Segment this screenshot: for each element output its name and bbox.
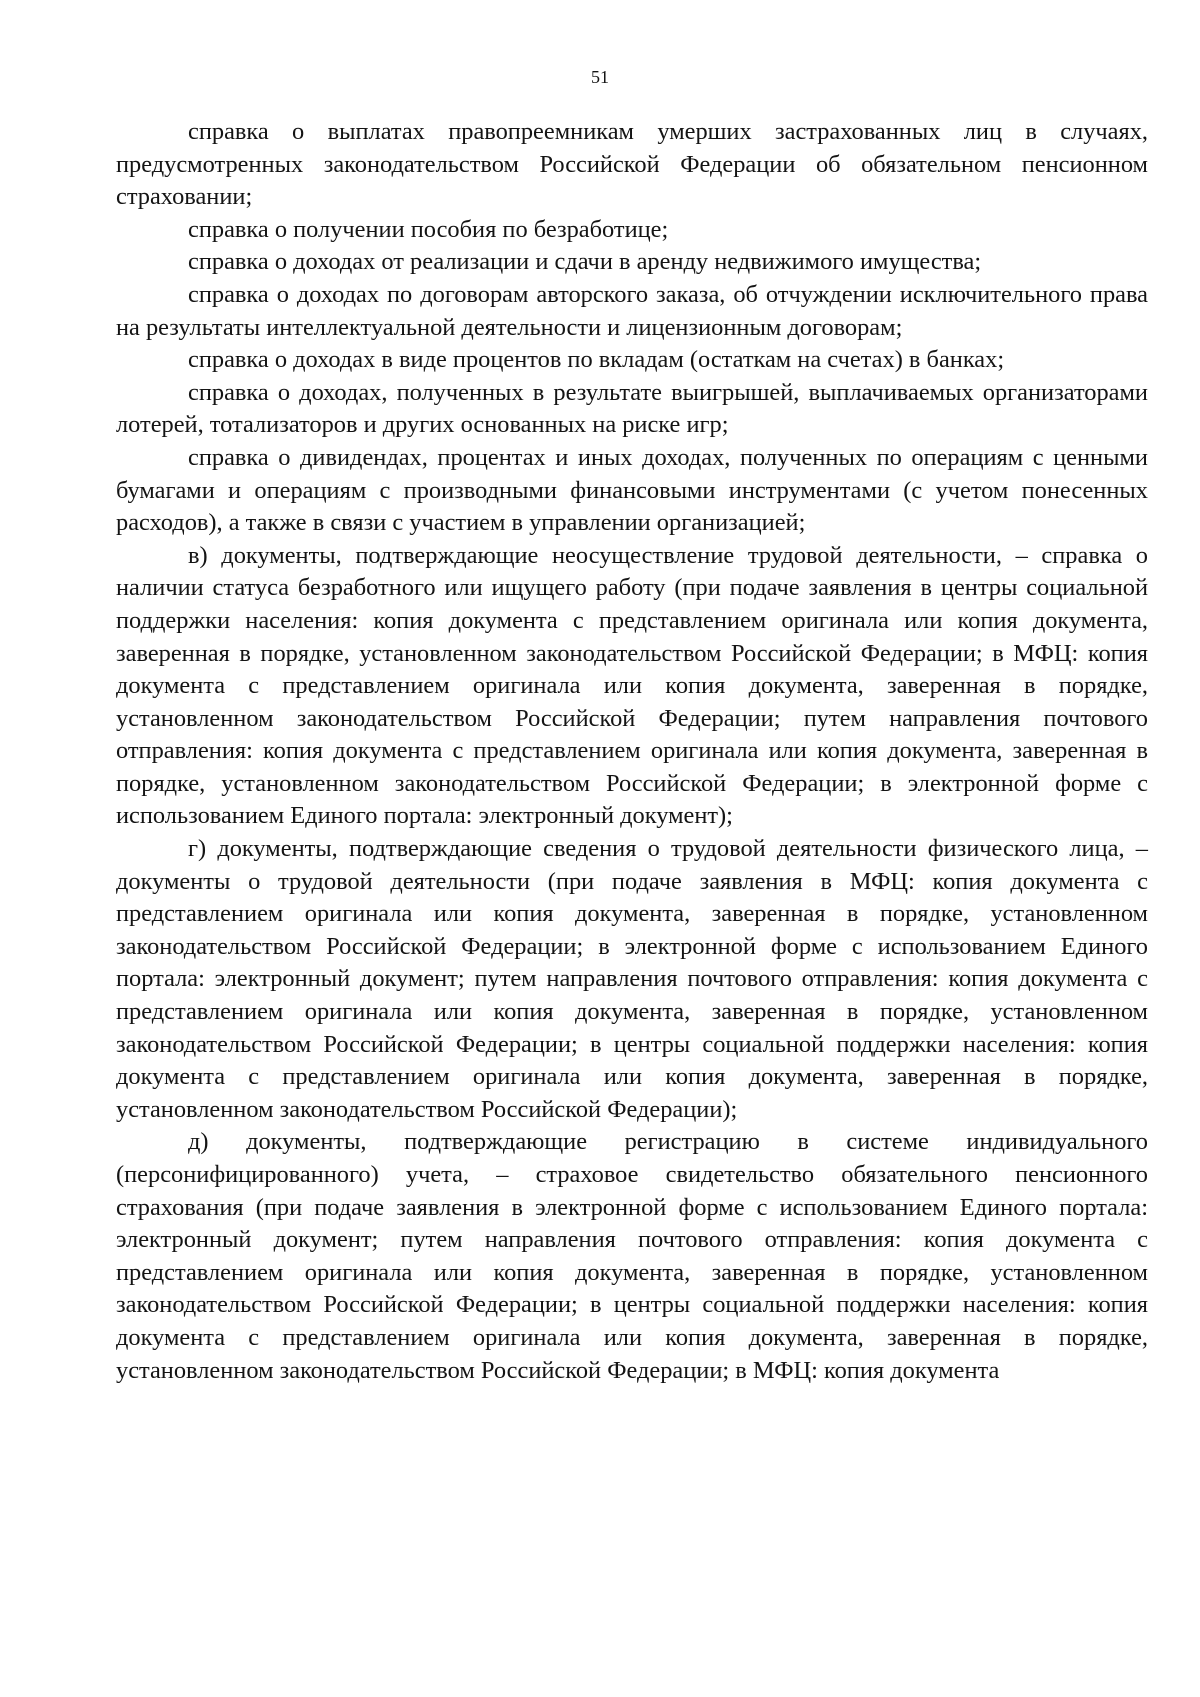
- page-number: 51: [591, 67, 609, 87]
- paragraph-unemployment-benefit: справка о получении пособия по безработице;: [188, 215, 669, 243]
- paragraph-property-income: справка о доходах от реализации и сдачи в аренду недвижимого имущества;: [188, 248, 982, 276]
- paragraph-item-g-labor-activity: г) документы, подтверждающие сведения о трудовой деятельности физического лица, – документы о трудовой деятельности (при подаче заявления в МФЦ: копия документа с представлением оригинала или копия документа, заверенная в порядке, установленном законодательством Российской Федерации; в электронной форме с использованием Единого портала: электронный документ; путем направления почтового отправления: копия документа с представлением оригинала или копия документа, заверенная в порядке, установленном законодательством Российской Федерации; в центры социальной поддержки населения: копия документа с представлением оригинала или копия документа, заверенная в порядке, установленном законодательством Российской Федерации);: [116, 835, 1148, 1123]
- paragraph-deposit-interest: справка о доходах в виде процентов по вкладам (остаткам на счетах) в банках;: [188, 346, 1005, 374]
- paragraph-lottery-winnings: справка о доходах, полученных в результате выигрышей, выплачиваемых организаторами лотерей, тотализаторов и других основанных на риске игр;: [116, 378, 1148, 439]
- paragraph-item-d-personal-account: д) документы, подтверждающие регистрацию в системе индивидуального (персонифицированного) учета, – страховое свидетельство обязательного пенсионного страхования (при подаче заявления в электронной форме с использованием Единого портала: электронный документ; путем направления почтового отправления: копия документа с представлением оригинала или копия документа, заверенная в порядке, установленном законодательством Российской Федерации; в центры социальной поддержки населения: копия документа с представлением оригинала или копия документа, заверенная в порядке, установленном законодательством Российской Федерации; в МФЦ: копия документа: [116, 1128, 1148, 1384]
- paragraph-securities-dividends: справка о дивидендах, процентах и иных доходах, полученных по операциям с ценными бумагами и операциям с производными финансовыми инструментами (с учетом понесенных расходов), а также в связи с участием в управлении организацией;: [116, 443, 1148, 537]
- paragraph-item-v-non-employment: в) документы, подтверждающие неосуществление трудовой деятельности, – справка о наличии статуса безработного или ищущего работу (при подаче заявления в центры социальной поддержки населения: копия документа с представлением оригинала или копия документа, заверенная в порядке, установленном законодательством Российской Федерации; в МФЦ: копия документа с представлением оригинала или копия документа, заверенная в порядке, установленном законодательством Российской Федерации; путем направления почтового отправления: копия документа с представлением оригинала или копия документа, заверенная в порядке, установленном законодательством Российской Федерации; в электронной форме с использованием Единого портала: электронный документ);: [116, 541, 1148, 830]
- document-body: [116, 116, 1148, 1387]
- paragraph-author-contract-income: справка о доходах по договорам авторского заказа, об отчуждении исключительного права на результаты интеллектуальной деятельности и лицензионным договорам;: [116, 280, 1148, 341]
- paragraph-payments-to-successors: справка о выплатах правопреемникам умерших застрахованных лиц в случаях, предусмотренных законодательством Российской Федерации об обязательном пенсионном страховании;: [116, 118, 1148, 211]
